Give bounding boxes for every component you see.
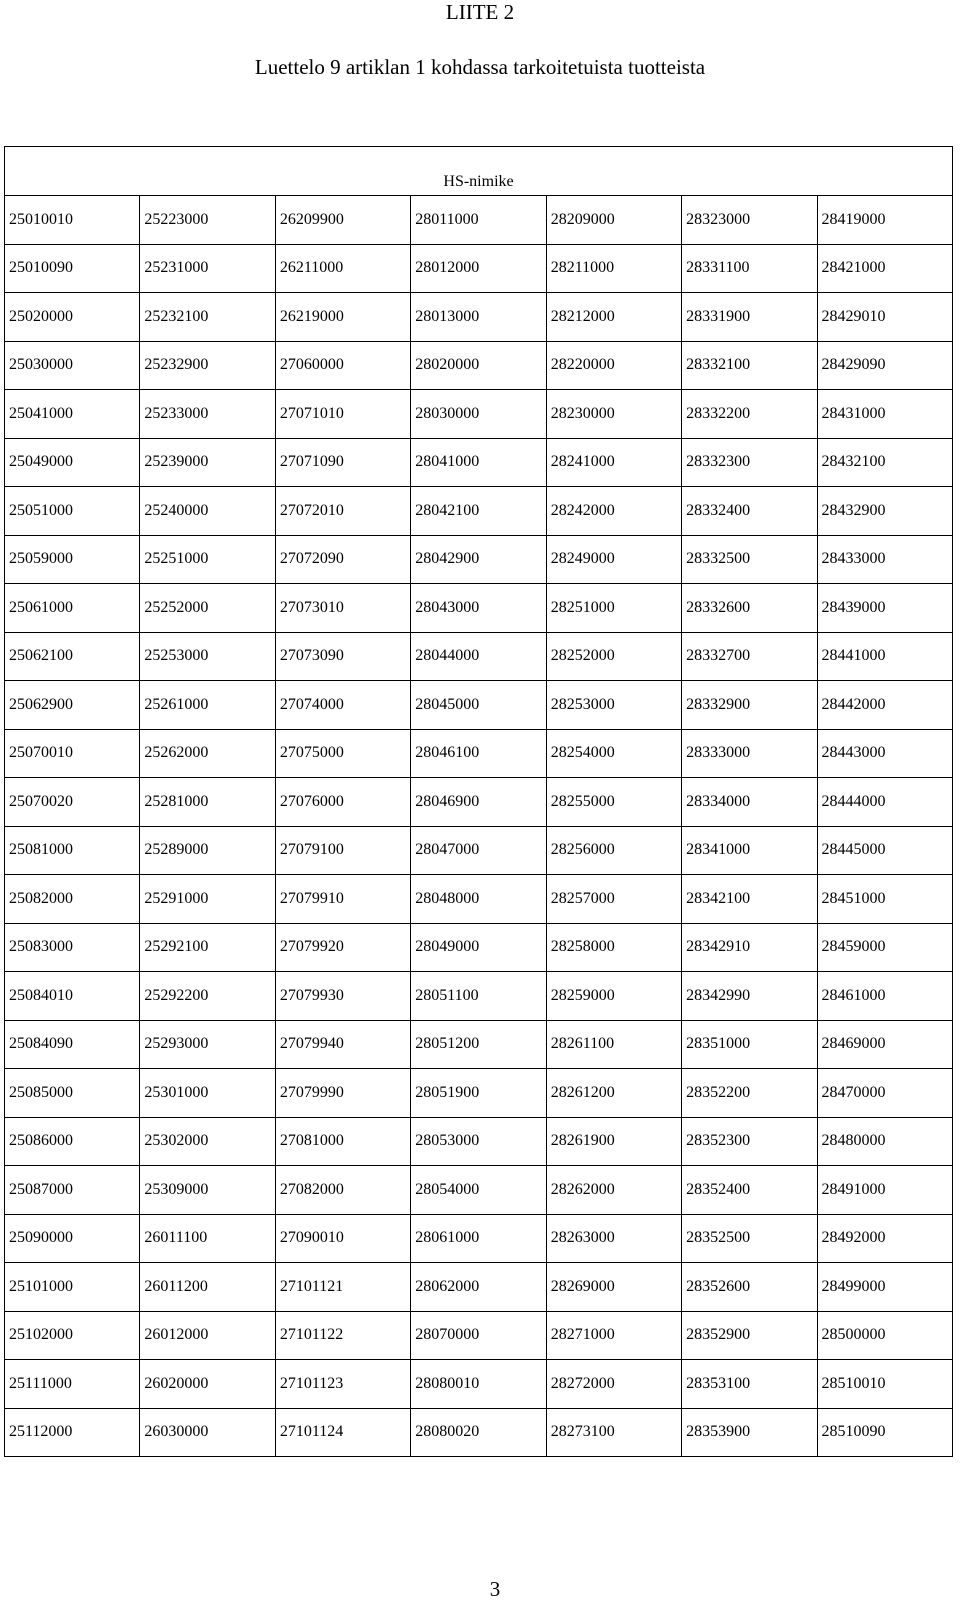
table-cell: 25062100 <box>5 632 140 681</box>
table-cell: 28249000 <box>546 535 681 584</box>
table-cell: 28230000 <box>546 390 681 439</box>
table-row <box>5 729 953 778</box>
table-cell: 28209000 <box>546 196 681 245</box>
table-cell: 28269000 <box>546 1263 681 1312</box>
table-cell: 28352300 <box>682 1117 817 1166</box>
table-cell: 25101000 <box>5 1263 140 1312</box>
table-cell: 28041000 <box>411 438 546 487</box>
table-cell: 25010010 <box>5 196 140 245</box>
table-head <box>5 147 953 196</box>
table-cell: 28070000 <box>411 1311 546 1360</box>
table-cell: 28263000 <box>546 1214 681 1263</box>
table-cell: 28353900 <box>682 1408 817 1457</box>
table-cell: 28444000 <box>817 778 952 827</box>
table-cell: 25084010 <box>5 972 140 1021</box>
table-cell: 28047000 <box>411 826 546 875</box>
table-cell: 28257000 <box>546 875 681 924</box>
document-title: LIITE 2 <box>445 0 515 24</box>
table-cell: 25087000 <box>5 1166 140 1215</box>
table-cell: 28342990 <box>682 972 817 1021</box>
table-cell: 26209900 <box>275 196 410 245</box>
table-cell: 28470000 <box>817 1069 952 1118</box>
table-cell: 28419000 <box>817 196 952 245</box>
table-cell: 28042100 <box>411 487 546 536</box>
table-cell: 25261000 <box>140 681 275 730</box>
table-cell: 25251000 <box>140 535 275 584</box>
table-row <box>5 681 953 730</box>
table-cell: 28352400 <box>682 1166 817 1215</box>
table-cell: 26030000 <box>140 1408 275 1457</box>
table-cell: 27079990 <box>275 1069 410 1118</box>
table-cell: 28051900 <box>411 1069 546 1118</box>
table-row <box>5 244 953 293</box>
page-number: 3 <box>489 1577 501 1601</box>
table-cell: 25051000 <box>5 487 140 536</box>
table-row <box>5 390 953 439</box>
table-row <box>5 487 953 536</box>
table-cell: 28080010 <box>411 1360 546 1409</box>
table-cell: 28510090 <box>817 1408 952 1457</box>
document-subtitle: Luettelo 9 artiklan 1 kohdassa tarkoitetuista tuotteista <box>254 55 706 79</box>
table-cell: 25061000 <box>5 584 140 633</box>
table-cell: 25292100 <box>140 923 275 972</box>
table-cell: 28429090 <box>817 341 952 390</box>
table-cell: 28211000 <box>546 244 681 293</box>
table-cell: 28042900 <box>411 535 546 584</box>
table-cell: 28271000 <box>546 1311 681 1360</box>
table-cell: 28332900 <box>682 681 817 730</box>
table-cell: 28045000 <box>411 681 546 730</box>
table-cell: 27071090 <box>275 438 410 487</box>
table-cell: 28332200 <box>682 390 817 439</box>
table-cell: 25049000 <box>5 438 140 487</box>
table-cell: 28352500 <box>682 1214 817 1263</box>
table-cell: 25102000 <box>5 1311 140 1360</box>
table-cell: 28049000 <box>411 923 546 972</box>
table-cell: 28051200 <box>411 1020 546 1069</box>
table-row <box>5 438 953 487</box>
table-cell: 25252000 <box>140 584 275 633</box>
table-cell: 28242000 <box>546 487 681 536</box>
table-cell: 28241000 <box>546 438 681 487</box>
table-cell: 28061000 <box>411 1214 546 1263</box>
table-cell: 28433000 <box>817 535 952 584</box>
table-row <box>5 1408 953 1457</box>
table-cell: 28331900 <box>682 293 817 342</box>
table-cell: 25062900 <box>5 681 140 730</box>
table-cell: 28480000 <box>817 1117 952 1166</box>
table-cell: 28499000 <box>817 1263 952 1312</box>
table-cell: 28220000 <box>546 341 681 390</box>
table-cell: 25289000 <box>140 826 275 875</box>
table-cell: 28252000 <box>546 632 681 681</box>
table-cell: 25086000 <box>5 1117 140 1166</box>
table-cell: 27101123 <box>275 1360 410 1409</box>
table-cell: 25232900 <box>140 341 275 390</box>
table-cell: 25083000 <box>5 923 140 972</box>
table-row <box>5 535 953 584</box>
table-cell: 28013000 <box>411 293 546 342</box>
table-cell: 28258000 <box>546 923 681 972</box>
table-cell: 27075000 <box>275 729 410 778</box>
table-cell: 25082000 <box>5 875 140 924</box>
table-cell: 28442000 <box>817 681 952 730</box>
hs-code-table <box>4 146 953 1457</box>
table-cell: 28341000 <box>682 826 817 875</box>
table-cell: 28353100 <box>682 1360 817 1409</box>
table-cell: 26211000 <box>275 244 410 293</box>
table-row <box>5 826 953 875</box>
table-cell: 28251000 <box>546 584 681 633</box>
table-cell: 28334000 <box>682 778 817 827</box>
table-cell: 27073010 <box>275 584 410 633</box>
table-cell: 28443000 <box>817 729 952 778</box>
table-cell: 25239000 <box>140 438 275 487</box>
table-row <box>5 1360 953 1409</box>
table-cell: 28431000 <box>817 390 952 439</box>
table-cell: 25232100 <box>140 293 275 342</box>
table-cell: 28429010 <box>817 293 952 342</box>
table-cell: 28492000 <box>817 1214 952 1263</box>
table-cell: 27081000 <box>275 1117 410 1166</box>
table-cell: 25293000 <box>140 1020 275 1069</box>
table-cell: 27060000 <box>275 341 410 390</box>
table-row <box>5 1311 953 1360</box>
table-cell: 28421000 <box>817 244 952 293</box>
table-cell: 28331100 <box>682 244 817 293</box>
table-cell: 28510010 <box>817 1360 952 1409</box>
table-cell: 28333000 <box>682 729 817 778</box>
table-cell: 25081000 <box>5 826 140 875</box>
table-cell: 25291000 <box>140 875 275 924</box>
table-row <box>5 875 953 924</box>
table-cell: 27072010 <box>275 487 410 536</box>
header-row <box>5 147 953 196</box>
table-cell: 28011000 <box>411 196 546 245</box>
table-cell: 27079940 <box>275 1020 410 1069</box>
table-cell: 28044000 <box>411 632 546 681</box>
table-cell: 25084090 <box>5 1020 140 1069</box>
table-cell: 28332100 <box>682 341 817 390</box>
table-cell: 27101121 <box>275 1263 410 1312</box>
table-cell: 28500000 <box>817 1311 952 1360</box>
table-cell: 26011200 <box>140 1263 275 1312</box>
table-cell: 28332600 <box>682 584 817 633</box>
table-row <box>5 1117 953 1166</box>
table-cell: 27079910 <box>275 875 410 924</box>
table-cell: 28445000 <box>817 826 952 875</box>
table-cell: 28261200 <box>546 1069 681 1118</box>
table-row <box>5 1214 953 1263</box>
table-cell: 25085000 <box>5 1069 140 1118</box>
table-cell: 25020000 <box>5 293 140 342</box>
table-cell: 27072090 <box>275 535 410 584</box>
table-cell: 28255000 <box>546 778 681 827</box>
table-cell: 25233000 <box>140 390 275 439</box>
table-cell: 25090000 <box>5 1214 140 1263</box>
table-cell: 28254000 <box>546 729 681 778</box>
table-cell: 28461000 <box>817 972 952 1021</box>
table-cell: 27101122 <box>275 1311 410 1360</box>
table-cell: 28323000 <box>682 196 817 245</box>
table-row <box>5 1166 953 1215</box>
table-cell: 25292200 <box>140 972 275 1021</box>
table-cell: 28352600 <box>682 1263 817 1312</box>
table-cell: 28351000 <box>682 1020 817 1069</box>
table-cell: 27071010 <box>275 390 410 439</box>
table-cell: 25070020 <box>5 778 140 827</box>
table-cell: 28259000 <box>546 972 681 1021</box>
table-cell: 28352900 <box>682 1311 817 1360</box>
table-cell: 25309000 <box>140 1166 275 1215</box>
table-cell: 28451000 <box>817 875 952 924</box>
table-cell: 28441000 <box>817 632 952 681</box>
table-cell: 27073090 <box>275 632 410 681</box>
table-cell: 25223000 <box>140 196 275 245</box>
table-cell: 25111000 <box>5 1360 140 1409</box>
table-cell: 25301000 <box>140 1069 275 1118</box>
table-cell: 28054000 <box>411 1166 546 1215</box>
table-cell: 27082000 <box>275 1166 410 1215</box>
table-cell: 25231000 <box>140 244 275 293</box>
table-cell: 28332400 <box>682 487 817 536</box>
table-cell: 28053000 <box>411 1117 546 1166</box>
table-cell: 27079100 <box>275 826 410 875</box>
table-row <box>5 196 953 245</box>
table-cell: 25070010 <box>5 729 140 778</box>
table-cell: 26012000 <box>140 1311 275 1360</box>
table-cell: 28256000 <box>546 826 681 875</box>
table-cell: 28020000 <box>411 341 546 390</box>
table-cell: 25253000 <box>140 632 275 681</box>
table-row <box>5 972 953 1021</box>
table-cell: 28262000 <box>546 1166 681 1215</box>
table-row <box>5 293 953 342</box>
table-cell: 25240000 <box>140 487 275 536</box>
table-cell: 28469000 <box>817 1020 952 1069</box>
table-cell: 27079920 <box>275 923 410 972</box>
table-cell: 28048000 <box>411 875 546 924</box>
table-row <box>5 632 953 681</box>
table-cell: 25030000 <box>5 341 140 390</box>
table-cell: 28342100 <box>682 875 817 924</box>
table-cell: 27076000 <box>275 778 410 827</box>
table-cell: 28080020 <box>411 1408 546 1457</box>
table-cell: 28352200 <box>682 1069 817 1118</box>
column-header-hs-nimike: HS-nimike <box>5 147 953 196</box>
table-row <box>5 1263 953 1312</box>
table-cell: 28432100 <box>817 438 952 487</box>
table-row <box>5 1069 953 1118</box>
table-cell: 25302000 <box>140 1117 275 1166</box>
table-body <box>5 196 953 1457</box>
table-cell: 28012000 <box>411 244 546 293</box>
table-cell: 28432900 <box>817 487 952 536</box>
table-cell: 28212000 <box>546 293 681 342</box>
table-cell: 28491000 <box>817 1166 952 1215</box>
table-cell: 25059000 <box>5 535 140 584</box>
table-cell: 26020000 <box>140 1360 275 1409</box>
table-cell: 26011100 <box>140 1214 275 1263</box>
table-row <box>5 341 953 390</box>
table-cell: 25112000 <box>5 1408 140 1457</box>
table-cell: 25041000 <box>5 390 140 439</box>
table-cell: 25010090 <box>5 244 140 293</box>
table-cell: 28459000 <box>817 923 952 972</box>
table-cell: 28062000 <box>411 1263 546 1312</box>
table-cell: 28439000 <box>817 584 952 633</box>
table-cell: 28046100 <box>411 729 546 778</box>
table-cell: 28030000 <box>411 390 546 439</box>
table-cell: 28273100 <box>546 1408 681 1457</box>
table-cell: 28332700 <box>682 632 817 681</box>
table-cell: 28272000 <box>546 1360 681 1409</box>
table-cell: 28261900 <box>546 1117 681 1166</box>
table-row <box>5 778 953 827</box>
table-cell: 25262000 <box>140 729 275 778</box>
table-cell: 28342910 <box>682 923 817 972</box>
table-cell: 28332300 <box>682 438 817 487</box>
table-cell: 27101124 <box>275 1408 410 1457</box>
table-cell: 28043000 <box>411 584 546 633</box>
table-row <box>5 584 953 633</box>
table-row <box>5 1020 953 1069</box>
table-cell: 25281000 <box>140 778 275 827</box>
table-cell: 28046900 <box>411 778 546 827</box>
table-row <box>5 923 953 972</box>
table-cell: 28253000 <box>546 681 681 730</box>
table-cell: 28332500 <box>682 535 817 584</box>
table-cell: 27074000 <box>275 681 410 730</box>
table-cell: 27090010 <box>275 1214 410 1263</box>
table-cell: 28051100 <box>411 972 546 1021</box>
table-cell: 28261100 <box>546 1020 681 1069</box>
table-cell: 26219000 <box>275 293 410 342</box>
table-cell: 27079930 <box>275 972 410 1021</box>
